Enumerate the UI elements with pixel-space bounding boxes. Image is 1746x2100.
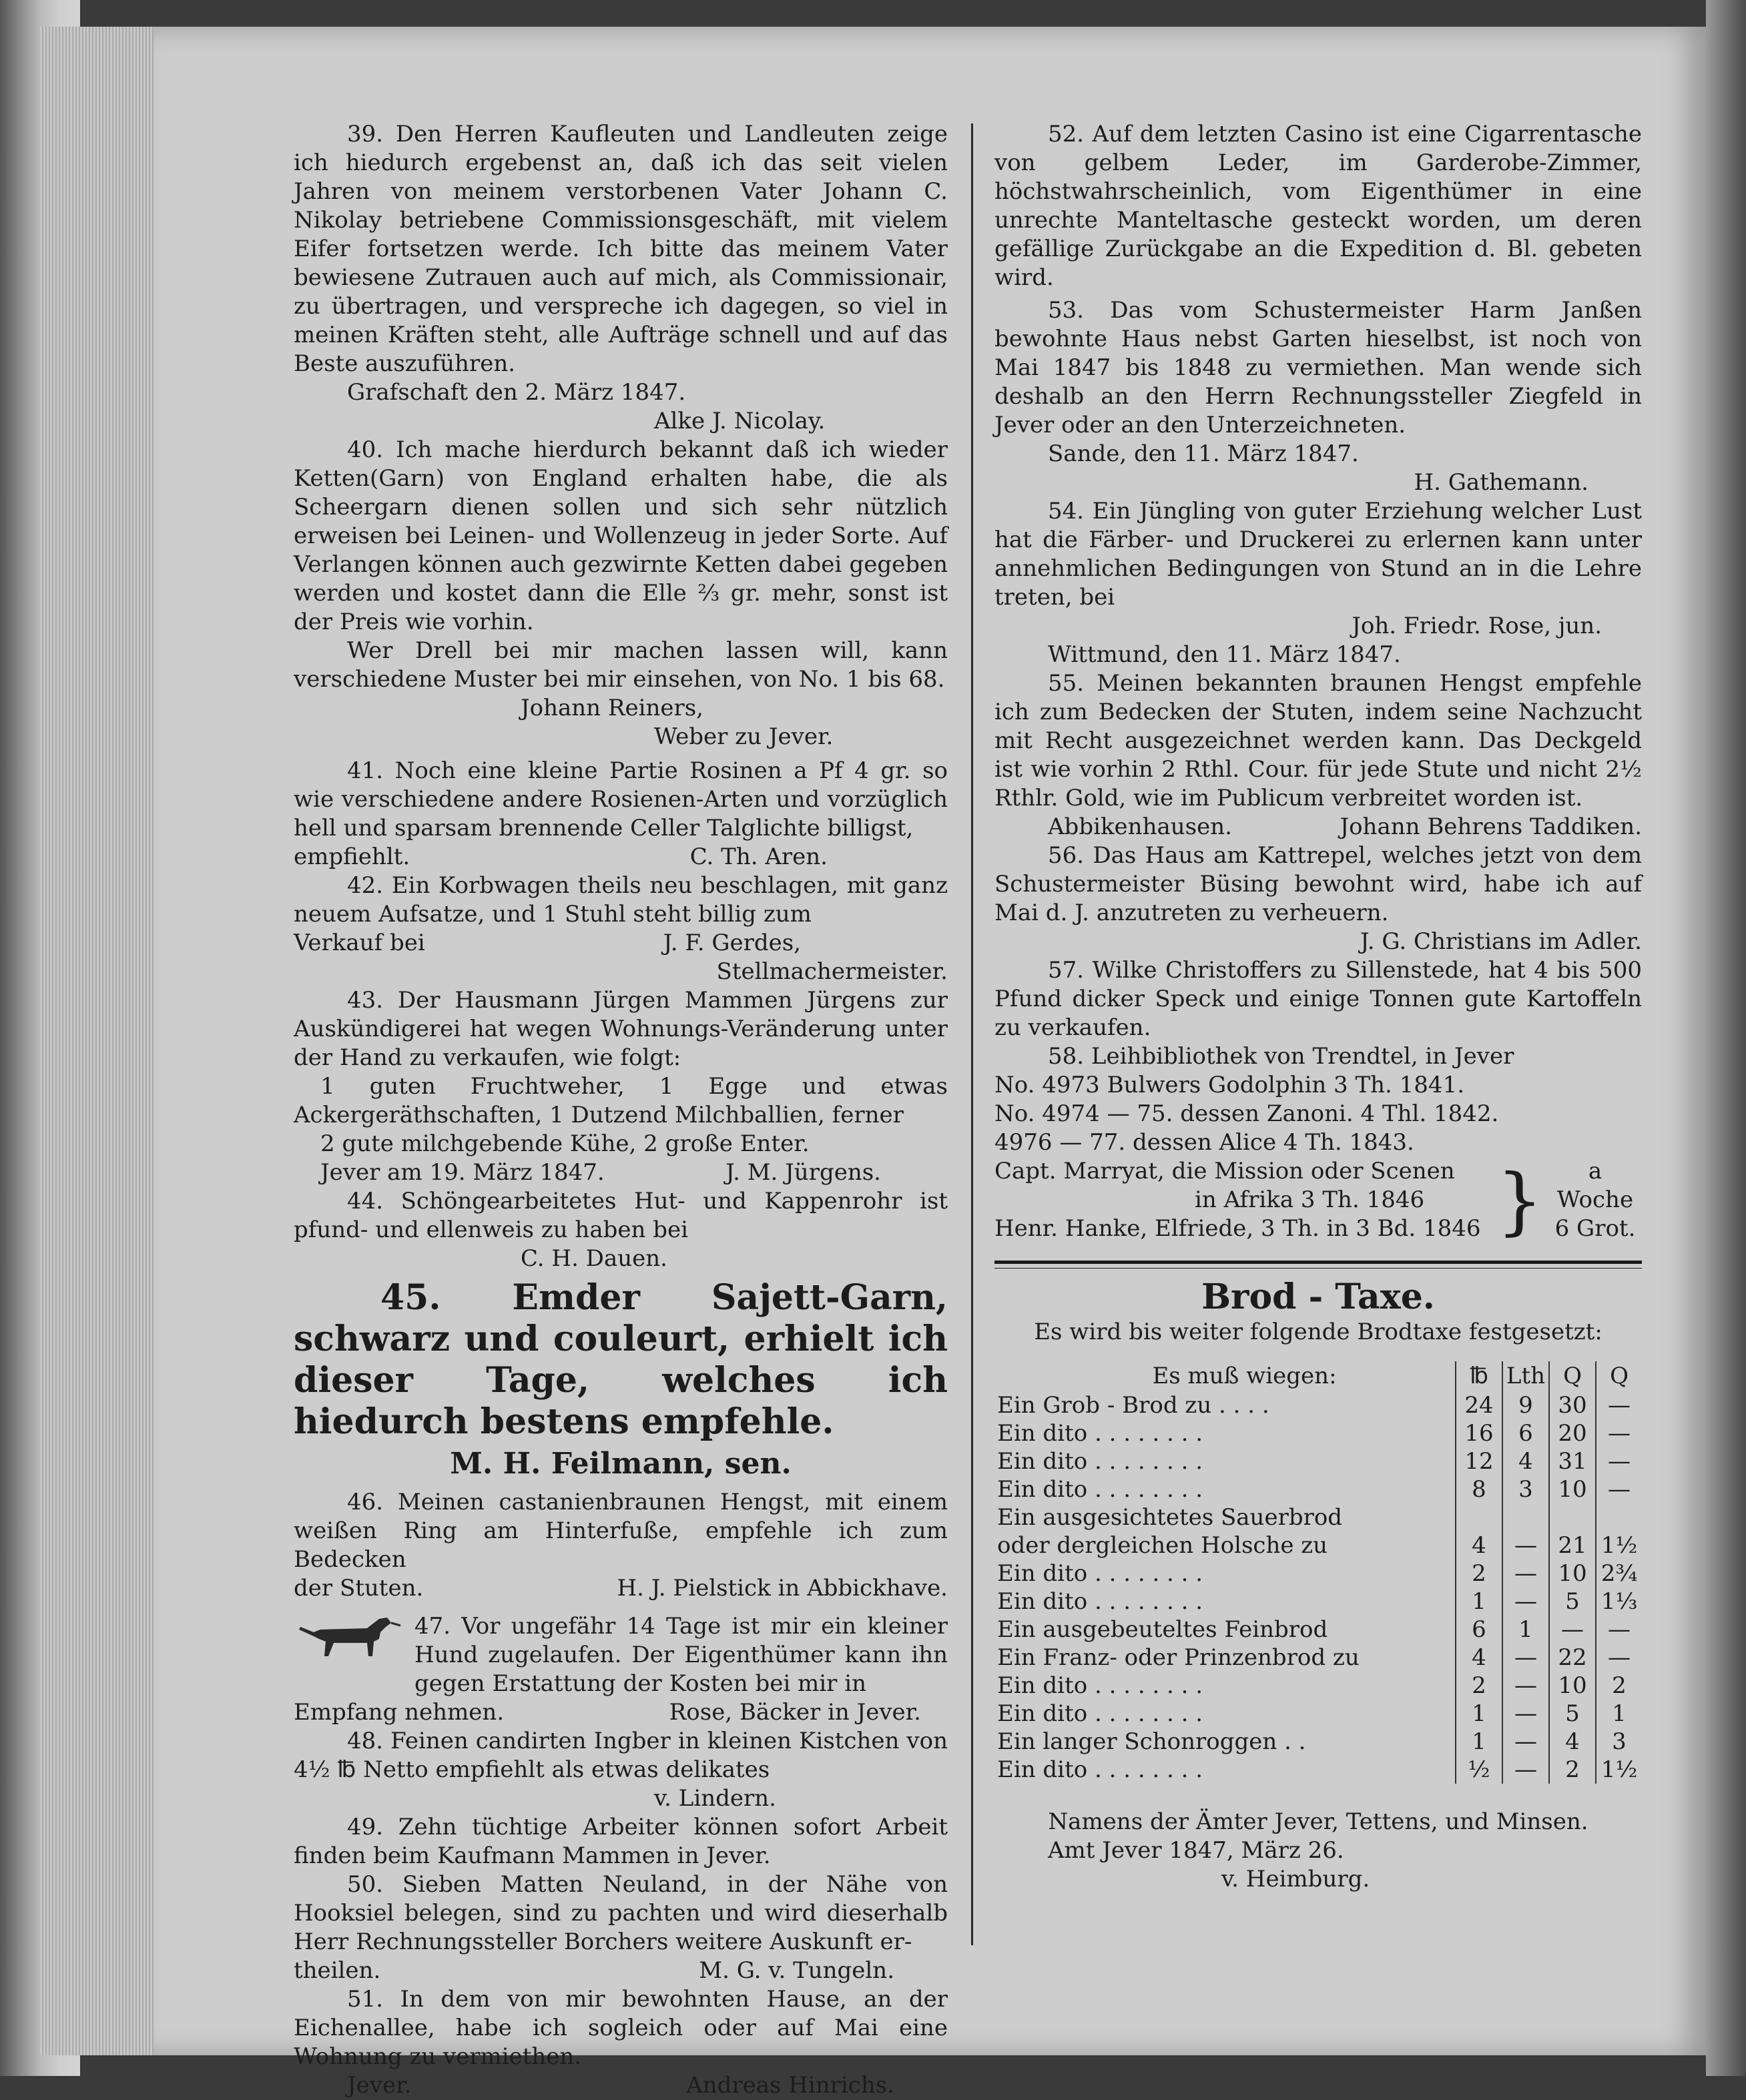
table-row <box>994 1531 1642 1559</box>
ad-43-item-1: 1 guten Fruchtweher, 1 Egge und etwas Ackergeräthschaften, 1 Dutzend Milchballien, ferner <box>294 1073 948 1128</box>
brod-taxe-signature: v. Heimburg. <box>1221 1866 1370 1892</box>
table-cell-item: Ein dito . . . . . . . . <box>997 1476 1203 1503</box>
ad-51-text: 51. In dem von mir bewohnten Hause, an der Eichenallee, habe ich sogleich oder auf Mai eine Wohnung zu vermiethen. <box>294 1986 948 2070</box>
ad-56-text: 56. Das Haus am Kattrepel, welches jetzt von dem Schustermeister Büsing bewohnt wird, habe ich auf Mai d. J. anzutreten zu verheuern. <box>994 842 1642 926</box>
table-cell-value: 2 <box>1549 1756 1596 1784</box>
ad-53 <box>994 296 1642 497</box>
table-cell-value: 2 <box>1456 1672 1502 1700</box>
ad-47-text: 47. Vor ungefähr 14 Tage ist mir ein kleiner Hund zugelaufen. Der Eigenthümer kann ihn gegen Erstattung der Kosten bei mir in <box>414 1613 948 1697</box>
table-cell-item: Ein Franz- oder Prinzenbrod zu <box>997 1644 1360 1671</box>
table-cell-value: 1 <box>1456 1700 1502 1728</box>
ad-43-place: Jever am 19. März 1847. <box>320 1159 605 1186</box>
ad-50-text: 50. Sieben Matten Neuland, in der Nähe von Hooksiel belegen, sind zu pachten und wird dieserhalb Herr Rechnungssteller Borchers weitere Auskunft er- <box>294 1871 948 1955</box>
table-cell-value: 24 <box>1456 1391 1502 1419</box>
table-cell-item: Ein dito . . . . . . . . <box>997 1672 1203 1699</box>
ad-51-signature: Andreas Hinrichs. <box>686 2072 894 2099</box>
table-cell-value: 4 <box>1502 1447 1549 1475</box>
table-cell-value: — <box>1502 1644 1549 1672</box>
table-cell-value <box>1596 1503 1642 1531</box>
ad-55-place: Abbikenhausen. <box>1048 813 1232 840</box>
ad-55-text: 55. Meinen bekannten braunen Hengst empfehle ich zum Bedecken der Stuten, indem seine Nachzucht mit Recht ausgezeichnet werden kann. Das Deckgeld ist wie vorhin 2 Rthl. Cour. für jede Stute und nicht 2½ Rthlr. Gold, wie im Publicum verbreitet worden ist. <box>994 670 1642 811</box>
table-cell-value: 5 <box>1549 1700 1596 1728</box>
brod-taxe-intro: Es wird bis weiter folgende Brodtaxe festgesetzt: <box>1034 1319 1603 1345</box>
ad-40 <box>294 436 948 751</box>
ad-39-place: Grafschaft den 2. März 1847. <box>347 379 686 406</box>
ad-39-text: 39. Den Herren Kaufleuten und Landleuten zeige ich hiedurch ergebenst an, daß ich das seit vielen Jahren von meinem verstorbenen Vater Johann C. Nikolay betriebene Commissionsgeschäft, mit vielem Eifer fortsetzen werde. Ich bitte das meinem Vater bewiesene Zutrauen auch auf mich, als Commissionair, zu übertragen, und verspreche ich dagegen, so viel in meinen Kräften steht, alle Aufträge schnell und auf das Beste auszuführen. <box>294 121 948 377</box>
table-cell-value: 2 <box>1456 1559 1502 1588</box>
ad-50 <box>294 1870 948 1985</box>
ad-58-line-2: No. 4974 — 75. dessen Zanoni. 4 Thl. 1842. <box>994 1100 1499 1127</box>
table-cell-value: 4 <box>1549 1728 1596 1756</box>
table-cell-value: 12 <box>1456 1447 1502 1475</box>
stacked-page-edges <box>40 27 167 2055</box>
ad-58-line-1: No. 4973 Bulwers Godolphin 3 Th. 1841. <box>994 1072 1465 1098</box>
table-row <box>994 1391 1642 1419</box>
ad-46-line-left: der Stuten. <box>294 1575 424 1602</box>
ad-52 <box>994 120 1642 292</box>
table-cell-value: 10 <box>1549 1672 1596 1700</box>
brod-taxe-table <box>994 1361 1642 1784</box>
table-header-row <box>994 1361 1642 1391</box>
ad-40-text2: Wer Drell bei mir machen lassen will, kann verschiedene Muster bei mir einsehen, von No. 1 bis 68. <box>294 637 948 693</box>
table-cell-value: — <box>1596 1447 1642 1475</box>
table-cell-item: Ein ausgesichtetes Sauerbrod <box>997 1504 1343 1531</box>
ad-40-signature: Johann Reiners, <box>521 695 703 721</box>
ad-45-text: 45. Emder Sajett-Garn, schwarz und couleurt, erhielt ich dieser Tage, welches ich hiedurch bestens empfehle. <box>294 1277 948 1442</box>
table-cell-value: — <box>1502 1672 1549 1700</box>
ad-57-text: 57. Wilke Christoffers zu Sillenstede, hat 4 bis 500 Pfund dicker Speck und einige Tonnen gute Kartoffeln zu verkaufen. <box>994 957 1642 1041</box>
col-header-loth: Lth <box>1502 1361 1549 1391</box>
table-cell-value: — <box>1596 1391 1642 1419</box>
ad-43-item-2: 2 gute milchgebende Kühe, 2 große Enter. <box>320 1130 810 1157</box>
ad-43 <box>294 986 948 1187</box>
ad-47 <box>294 1612 948 1727</box>
ad-56-signature: J. G. Christians im Adler. <box>1360 928 1642 955</box>
table-cell-value: 1 <box>1502 1616 1549 1644</box>
table-cell-value: — <box>1549 1616 1596 1644</box>
table-cell-value <box>1502 1503 1549 1531</box>
table-cell-value: — <box>1596 1419 1642 1447</box>
table-cell-value: — <box>1502 1531 1549 1559</box>
table-cell-value: 2 <box>1596 1672 1642 1700</box>
table-row <box>994 1588 1642 1616</box>
ad-58-brace: } <box>1496 1157 1543 1243</box>
ad-58-line-4a: Capt. Marryat, die Mission oder Scenen <box>994 1158 1455 1184</box>
table-cell-value: — <box>1596 1475 1642 1503</box>
table-row <box>994 1419 1642 1447</box>
table-cell-value: 3 <box>1596 1728 1642 1756</box>
ad-40-text: 40. Ich mache hierdurch bekannt daß ich wieder Ketten(Garn) von England erhalten habe, die als Scheergarn dienen sollen und sich sehr nützlich erweisen bei Leinen- und Wollenzeug in jeder Sorte. Auf Verlangen können auch gezwirnte Ketten dabei gegeben werden und kostet dann die Elle ⅔ gr. mehr, sonst ist der Preis wie vorhin. <box>294 436 948 635</box>
table-cell-value: 10 <box>1549 1559 1596 1588</box>
ad-48-text: 48. Feinen candirten Ingber in kleinen Kistchen von 4½ ℔ Netto empfiehlt als etwas delikates <box>294 1728 948 1783</box>
ad-58-side-3: 6 Grot. <box>1554 1215 1636 1242</box>
column-divider <box>971 123 973 1945</box>
ad-41 <box>294 757 948 871</box>
table-row <box>994 1475 1642 1503</box>
col-header-item: Es muß wiegen: <box>1152 1363 1337 1389</box>
table-row <box>994 1700 1642 1728</box>
ad-44 <box>294 1187 948 1273</box>
section-rule <box>994 1261 1642 1269</box>
table-cell-value: 1⅓ <box>1596 1588 1642 1616</box>
ad-41-line-left: empfiehlt. <box>294 843 410 870</box>
ad-51-place: Jever. <box>347 2072 412 2099</box>
table-row <box>994 1559 1642 1588</box>
table-cell-value: — <box>1502 1756 1549 1784</box>
table-cell-value: 31 <box>1549 1447 1596 1475</box>
table-cell-item: Ein dito . . . . . . . . <box>997 1560 1203 1587</box>
table-cell-value: — <box>1502 1559 1549 1588</box>
table-cell-item: Ein dito . . . . . . . . <box>997 1700 1203 1727</box>
ad-58-side-2: Woche <box>1556 1186 1634 1213</box>
table-cell-value: ½ <box>1456 1756 1502 1784</box>
table-cell-item: Ein dito . . . . . . . . <box>997 1420 1203 1447</box>
ad-58-line-5: Henr. Hanke, Elfriede, 3 Th. in 3 Bd. 1846 <box>994 1215 1481 1242</box>
ad-56 <box>994 841 1642 956</box>
table-cell-value: 4 <box>1456 1644 1502 1672</box>
table-cell-value: 5 <box>1549 1588 1596 1616</box>
table-cell-value: 2¾ <box>1596 1559 1642 1588</box>
table-cell-item: oder dergleichen Holsche zu <box>997 1532 1328 1559</box>
ad-42-text: 42. Ein Korbwagen theils neu beschlagen, mit ganz neuem Aufsatze, und 1 Stuhl steht billig zum <box>294 872 948 928</box>
ad-42-signature: J. F. Gerdes, <box>663 930 801 956</box>
table-cell-value: 1½ <box>1596 1531 1642 1559</box>
col-header-ort: Q <box>1596 1361 1642 1391</box>
col-header-quentin: Q <box>1549 1361 1596 1391</box>
ad-50-line-left: theilen. <box>294 1957 381 1984</box>
ad-57 <box>994 956 1642 1042</box>
ad-47-line-left: Empfang nehmen. <box>294 1699 505 1726</box>
ad-42-line-left: Verkauf bei <box>294 930 425 956</box>
ad-54-text: 54. Ein Jüngling von guter Erziehung welcher Lust hat die Färber- und Druckerei zu erlernen kann unter annehmlichen Bedingungen von Stund an in die Lehre treten, bei <box>994 498 1642 611</box>
ad-58-brace-block <box>994 1157 1642 1243</box>
table-cell-value: 21 <box>1549 1531 1596 1559</box>
table-row <box>994 1644 1642 1672</box>
ad-40-signature-title: Weber zu Jever. <box>654 723 834 750</box>
right-column <box>994 120 1642 1894</box>
ad-47-signature: Rose, Bäcker in Jever. <box>669 1699 921 1726</box>
ad-53-text: 53. Das vom Schustermeister Harm Janßen bewohnte Haus nebst Garten hieselbst, ist noch von Mai 1847 bis 1848 zu vermiethen. Man wende sich deshalb an den Herrn Rechnungssteller Ziegfeld in Jever oder an den Unterzeichneten. <box>994 297 1642 438</box>
table-cell-value: 10 <box>1549 1475 1596 1503</box>
ad-48 <box>294 1727 948 1813</box>
brod-taxe <box>994 1277 1642 1894</box>
ad-58-line-3: 4976 — 77. dessen Alice 4 Th. 1843. <box>994 1129 1414 1156</box>
table-cell-value: 9 <box>1502 1391 1549 1419</box>
left-column <box>294 120 948 2100</box>
table-cell-value: 8 <box>1456 1475 1502 1503</box>
brod-taxe-footer-1: Namens der Ämter Jever, Tettens, und Minsen. <box>1048 1808 1588 1835</box>
ad-49-text: 49. Zehn tüchtige Arbeiter können sofort Arbeit finden beim Kaufmann Mammen in Jever. <box>294 1814 948 1869</box>
table-cell-value: 22 <box>1549 1644 1596 1672</box>
table-cell-value: 3 <box>1502 1475 1549 1503</box>
ad-46 <box>294 1488 948 1603</box>
table-cell-value: — <box>1596 1616 1642 1644</box>
ad-54-place: Wittmund, den 11. März 1847. <box>1048 641 1401 668</box>
ad-45-signature: M. H. Feilmann, sen. <box>450 1447 792 1481</box>
ad-53-signature: H. Gathemann. <box>1414 469 1588 496</box>
col-header-pound: ℔ <box>1456 1361 1502 1391</box>
ad-42 <box>294 871 948 986</box>
ad-39 <box>294 120 948 436</box>
ad-55-signature: Johann Behrens Taddiken. <box>1340 813 1642 840</box>
table-row <box>994 1672 1642 1700</box>
table-row <box>994 1728 1642 1756</box>
table-row <box>994 1756 1642 1784</box>
table-cell-item: Ein dito . . . . . . . . <box>997 1448 1203 1475</box>
ad-39-signature: Alke J. Nicolay. <box>654 408 826 434</box>
ad-53-place: Sande, den 11. März 1847. <box>1048 440 1359 467</box>
table-cell-value: 20 <box>1549 1419 1596 1447</box>
ad-41-text: 41. Noch eine kleine Partie Rosinen a Pf 4 gr. so wie verschiedene andere Rosienen-Arten und vorzüglich hell und sparsam brennende Celler Talglichte billigst, <box>294 757 948 841</box>
table-cell-value: 1 <box>1596 1700 1642 1728</box>
ad-43-signature: J. M. Jürgens. <box>725 1159 881 1186</box>
ad-49 <box>294 1813 948 1870</box>
table-row <box>994 1447 1642 1475</box>
ad-51 <box>294 1985 948 2100</box>
table-cell-value: — <box>1596 1644 1642 1672</box>
brod-taxe-footer-2: Amt Jever 1847, März 26. <box>1048 1837 1344 1864</box>
ad-41-signature: C. Th. Aren. <box>689 843 828 870</box>
ad-44-text: 44. Schöngearbeitetes Hut- und Kappenrohr ist pfund- und ellenweis zu haben bei <box>294 1188 948 1243</box>
ad-54-signature: Joh. Friedr. Rose, jun. <box>1352 613 1602 639</box>
table-cell-value: 4 <box>1456 1531 1502 1559</box>
table-cell-value: 1½ <box>1596 1756 1642 1784</box>
ad-44-signature: C. H. Dauen. <box>521 1245 667 1272</box>
ad-58-heading: 58. Leihbibliothek von Trendtel, in Jever <box>1048 1043 1514 1070</box>
table-cell-value: — <box>1502 1728 1549 1756</box>
ad-55 <box>994 669 1642 841</box>
table-row <box>994 1616 1642 1644</box>
ad-58-side-1: a <box>1588 1158 1603 1184</box>
table-cell-value: 6 <box>1502 1419 1549 1447</box>
table-cell-value: 16 <box>1456 1419 1502 1447</box>
table-cell-value: 30 <box>1549 1391 1596 1419</box>
table-cell-value: — <box>1502 1588 1549 1616</box>
ad-42-signature-title: Stellmachermeister. <box>716 958 948 985</box>
table-cell-value <box>1549 1503 1596 1531</box>
table-cell-item: Ein dito . . . . . . . . <box>997 1588 1203 1615</box>
table-cell-value: 1 <box>1456 1588 1502 1616</box>
ad-58 <box>994 1042 1642 1243</box>
ad-46-signature: H. J. Pielstick in Abbickhave. <box>617 1575 948 1602</box>
ad-45 <box>294 1277 948 1484</box>
ad-48-signature: v. Lindern. <box>654 1785 776 1812</box>
table-cell-item: Ein ausgebeuteltes Feinbrod <box>997 1616 1328 1643</box>
table-cell-value: — <box>1502 1700 1549 1728</box>
table-row <box>994 1503 1642 1531</box>
ad-50-signature: M. G. v. Tungeln. <box>699 1957 894 1984</box>
dog-icon <box>294 1612 404 1662</box>
ad-43-text: 43. Der Hausmann Jürgen Mammen Jürgens zur Auskündigerei hat wegen Wohnungs-Veränderung unter der Hand zu verkaufen, wie folgt: <box>294 987 948 1071</box>
ad-52-text: 52. Auf dem letzten Casino ist eine Cigarrentasche von gelbem Leder, im Garderobe-Zimmer, höchstwahrscheinlich, vom Eigenthümer in eine unrechte Manteltasche gesteckt worden, um deren gefällige Zurückgabe an die Expedition d. Bl. gebeten wird. <box>994 121 1642 291</box>
table-cell-value: 1 <box>1456 1728 1502 1756</box>
ad-54 <box>994 497 1642 669</box>
scan-frame-right <box>1706 0 1746 2076</box>
brod-taxe-title: Brod - Taxe. <box>1201 1277 1435 1317</box>
table-cell-item: Ein Grob - Brod zu . . . . <box>997 1392 1269 1419</box>
table-cell-item: Ein dito . . . . . . . . <box>997 1756 1203 1783</box>
table-cell-item: Ein langer Schonroggen . . <box>997 1728 1306 1755</box>
table-cell-value: 6 <box>1456 1616 1502 1644</box>
ad-58-line-4b: in Afrika 3 Th. 1846 <box>1195 1186 1425 1213</box>
ad-46-text: 46. Meinen castanienbraunen Hengst, mit einem weißen Ring am Hinterfuße, empfehle ich zum Bedecken <box>294 1489 948 1573</box>
table-cell-value <box>1456 1503 1502 1531</box>
